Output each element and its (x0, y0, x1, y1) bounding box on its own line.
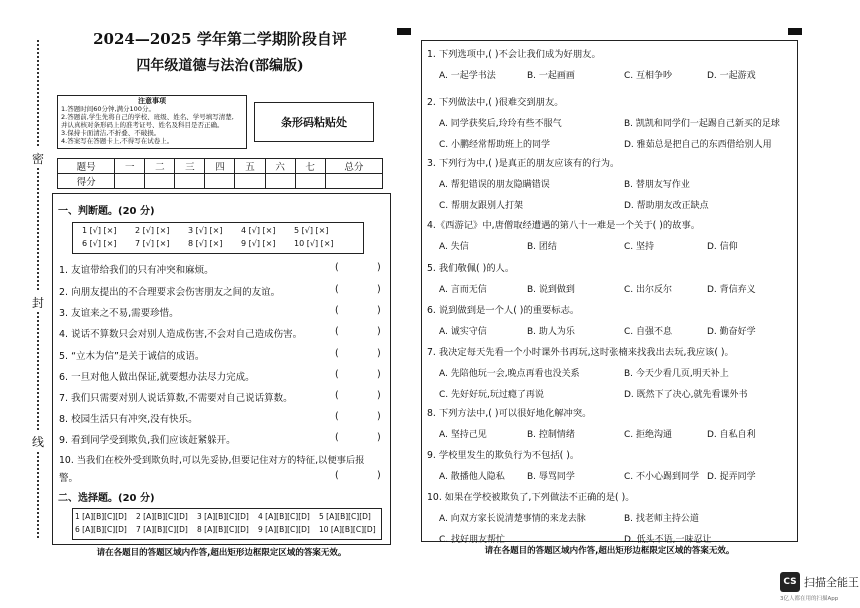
judge-item-10: 10. 当我们在校外受到欺负时,可以先妥协,但要记住对方的特征,以便事后报 (59, 455, 365, 466)
paren-close: ) (377, 326, 381, 337)
binding-dot (37, 88, 39, 90)
notice-line: 2.答题前,学生先将自己的学校、班级、姓名、学号填写清楚, (61, 113, 234, 121)
question-stem: 8. 下列方法中,( )可以很好地化解冲突。 (427, 408, 592, 419)
judge-item (59, 411, 389, 425)
question-option[interactable]: A. 言而无信 (439, 285, 487, 295)
judge-item (59, 348, 389, 362)
binding-dot (37, 424, 39, 426)
binding-dot (37, 48, 39, 50)
score-header: 六 (265, 159, 295, 174)
score-header: 一 (115, 159, 145, 174)
binding-dot (37, 104, 39, 106)
judge-item-text: 9. 看到同学受到欺负,我们应该赶紧躲开。 (59, 435, 236, 446)
score-cell[interactable] (265, 174, 295, 189)
scanner-logo-icon: CS (780, 572, 800, 592)
binding-dot (37, 416, 39, 418)
choice-option[interactable]: 1 [A][B][C][D] (75, 512, 127, 521)
choice-option[interactable]: 6 [A][B][C][D] (75, 525, 127, 534)
binding-dot (37, 180, 39, 182)
binding-dot (37, 108, 39, 110)
judge-item (59, 390, 389, 404)
paren-close: ) (377, 390, 381, 401)
binding-dot (37, 512, 39, 514)
question-option[interactable]: D. 自私自利 (707, 430, 756, 440)
binding-dot (37, 492, 39, 494)
binding-dot (37, 340, 39, 342)
binding-dot (37, 140, 39, 142)
binding-dot (37, 84, 39, 86)
binding-dot (37, 144, 39, 146)
judge-item (59, 262, 389, 276)
paren-open: ( (335, 262, 339, 273)
score-cell[interactable] (235, 174, 265, 189)
paren-open: ( (335, 411, 339, 422)
binding-dot (37, 420, 39, 422)
binding-dot (37, 404, 39, 406)
binding-dot (37, 216, 39, 218)
question-option[interactable]: C. 拒绝沟通 (624, 430, 673, 440)
question-stem: 7. 我决定每天先看一个小时课外书再玩,这时张楠来找我出去玩,我应该( )。 (427, 347, 734, 358)
question-option[interactable]: D. 一起游戏 (707, 71, 756, 81)
binding-dot (37, 244, 39, 246)
binding-dot (37, 476, 39, 478)
binding-dot (37, 184, 39, 186)
binding-dot (37, 112, 39, 114)
score-cell[interactable] (325, 174, 382, 189)
choice-option[interactable]: 10 [A][B][C][D] (319, 525, 376, 534)
question-option[interactable]: B. 今天少看几页,明天补上 (624, 369, 729, 379)
paren-open: ( (335, 390, 339, 401)
binding-dot (37, 480, 39, 482)
binding-dot (37, 360, 39, 362)
paren-close: ) (377, 284, 381, 295)
judge-option[interactable]: 4 [√] [×] (241, 226, 276, 235)
binding-dot (37, 136, 39, 138)
question-option[interactable]: C. 坚持 (624, 242, 655, 252)
scanner-watermark (780, 572, 859, 602)
binding-dot (37, 64, 39, 66)
paren-close: ) (377, 305, 381, 316)
binding-dot (37, 176, 39, 178)
judge-item-text: 1. 友谊带给我们的只有冲突和麻烦。 (59, 265, 214, 276)
choice-option[interactable]: 2 [A][B][C][D] (136, 512, 188, 521)
binding-dot (37, 320, 39, 322)
judge-answer-row-1 (82, 226, 347, 235)
binding-dotted-line (34, 40, 44, 540)
question-option[interactable]: B. 说到做到 (527, 285, 575, 295)
question-stem: 6. 说到做到是一个人( )的重要标志。 (427, 305, 580, 316)
choice-option[interactable]: 5 [A][B][C][D] (319, 512, 371, 521)
question-option[interactable]: B. 找老师主持公道 (624, 514, 699, 524)
score-row-label: 得分 (58, 174, 115, 189)
binding-dot (37, 488, 39, 490)
judge-item (59, 369, 389, 383)
binding-dot (37, 496, 39, 498)
binding-dot (37, 200, 39, 202)
binding-dot (37, 508, 39, 510)
exam-subtitle: 四年级道德与法治(部编版) (136, 58, 304, 74)
binding-dot (37, 516, 39, 518)
binding-dot (37, 252, 39, 254)
score-header: 七 (295, 159, 325, 174)
binding-dot (37, 484, 39, 486)
paren-close: ) (377, 470, 381, 481)
binding-dot (37, 368, 39, 370)
binding-dot (37, 124, 39, 126)
exam-title: 2024—2025 学年第二学期阶段自评 (93, 30, 347, 48)
binding-dot (37, 396, 39, 398)
question-stem: 1. 下列选项中,( )不会让我们成为好朋友。 (427, 49, 601, 60)
binding-dot (37, 196, 39, 198)
binding-dot (37, 468, 39, 470)
judge-item (59, 326, 389, 340)
binding-dot (37, 256, 39, 258)
judge-item-text: 2. 向朋友提出的不合理要求会伤害朋友之间的友谊。 (59, 287, 281, 298)
binding-dot (37, 352, 39, 354)
binding-dot (37, 68, 39, 70)
binding-dot (37, 528, 39, 530)
question-option[interactable]: B. 助人为乐 (527, 327, 575, 337)
binding-dot (37, 452, 39, 454)
question-option[interactable]: D. 低头不语,一味忍让 (624, 535, 712, 545)
judge-option[interactable]: 6 [√] [×] (82, 239, 117, 248)
binding-dot (37, 456, 39, 458)
binding-dot (37, 372, 39, 374)
scanner-slogan: 3亿人都在用的扫描App (780, 596, 839, 602)
judge-item-text: 3. 友谊来之不易,需要珍惜。 (59, 308, 179, 319)
binding-dot (37, 460, 39, 462)
question-option[interactable]: A. 向双方家长说清楚事情的来龙去脉 (439, 514, 586, 524)
binding-dot (37, 100, 39, 102)
binding-dot (37, 96, 39, 98)
binding-dot (37, 408, 39, 410)
question-option[interactable]: C. 不小心踢到同学 (624, 472, 700, 482)
notice-line: 3.保持卡面清洁,不折叠、不破损。 (61, 129, 161, 137)
scanner-app-name: 扫描全能王 (804, 576, 859, 589)
choice-option[interactable]: 4 [A][B][C][D] (258, 512, 310, 521)
question-option[interactable]: A. 同学获奖后,玲玲有些不服气 (439, 119, 562, 129)
question-option[interactable]: D. 背信弃义 (707, 285, 756, 295)
score-header: 总分 (325, 159, 382, 174)
question-stem: 9. 学校里发生的欺负行为不包括( )。 (427, 450, 580, 461)
question-option[interactable]: C. 先好好玩,玩过瘾了再说 (439, 390, 544, 400)
binding-dot (37, 520, 39, 522)
paren-open: ( (335, 369, 339, 380)
score-header: 五 (235, 159, 265, 174)
binding-dot (37, 116, 39, 118)
binding-dot (37, 40, 39, 42)
question-stem: 5. 我们敬佩( )的人。 (427, 263, 515, 274)
question-option[interactable]: D. 既然下了决心,就先看课外书 (624, 390, 748, 400)
binding-dot (37, 208, 39, 210)
paren-close: ) (377, 411, 381, 422)
question-option[interactable]: B. 辱骂同学 (527, 472, 575, 482)
score-cell[interactable] (175, 174, 205, 189)
right-footer-note: 请在各题目的答题区域内作答,超出矩形边框限定区域的答案无效。 (484, 546, 735, 556)
choice-option[interactable]: 9 [A][B][C][D] (258, 525, 310, 534)
binding-dot (37, 312, 39, 314)
question-option[interactable]: B. 控制情绪 (527, 430, 575, 440)
paren-close: ) (377, 432, 381, 443)
question-option[interactable]: A. 诚实守信 (439, 327, 487, 337)
judge-item-text: 警。 (59, 473, 79, 484)
binding-dot (37, 332, 39, 334)
score-header: 四 (205, 159, 235, 174)
binding-dot (37, 428, 39, 430)
binding-dot (37, 392, 39, 394)
binding-dot (37, 364, 39, 366)
paren-close: ) (377, 369, 381, 380)
score-header: 二 (145, 159, 175, 174)
binding-dot (37, 376, 39, 378)
question-option[interactable]: A. 失信 (439, 242, 469, 252)
judge-item (59, 305, 389, 319)
question-option[interactable]: B. 凯凯和同学们一起踢自己新买的足球 (624, 119, 780, 129)
notice-line: 并认真核对条形码上的准考证号、姓名及科目是否正确。 (61, 121, 224, 129)
binding-dot (37, 412, 39, 414)
binding-dot (37, 240, 39, 242)
score-cell[interactable] (145, 174, 175, 189)
question-option[interactable]: C. 出尔反尔 (624, 285, 673, 295)
binding-dot (37, 44, 39, 46)
binding-dot (37, 536, 39, 538)
binding-dot (37, 316, 39, 318)
binding-dot (37, 288, 39, 290)
paren-open: ( (335, 326, 339, 337)
paren-close: ) (377, 348, 381, 359)
judge-option[interactable]: 8 [√] [×] (188, 239, 223, 248)
choice-option[interactable]: 7 [A][B][C][D] (136, 525, 188, 534)
binding-dot (37, 192, 39, 194)
binding-dot (37, 72, 39, 74)
question-option[interactable]: A. 散播他人隐私 (439, 472, 505, 482)
judge-item-text: 4. 说话不算数只会对别人造成伤害,不会对自己造成伤害。 (59, 329, 303, 340)
notice-line: 1.答题时间60分钟,满分100分。 (61, 105, 155, 113)
binding-dot (37, 188, 39, 190)
question-stem: 10. 如果在学校被欺负了,下列做法不正确的是( )。 (427, 492, 635, 503)
question-stem: 2. 下列做法中,( )很难交到朋友。 (427, 97, 564, 108)
score-cell[interactable] (205, 174, 235, 189)
judge-option[interactable]: 10 [√] [×] (294, 239, 334, 248)
question-option[interactable]: C. 帮朋友跟别人打架 (439, 201, 524, 211)
paren-open: ( (335, 348, 339, 359)
score-header: 题号 (58, 159, 115, 174)
question-option[interactable]: C. 小鹏经常帮助班上的同学 (439, 140, 551, 150)
notice-box (57, 95, 247, 149)
question-option[interactable]: C. 自强不息 (624, 327, 673, 337)
score-table (57, 158, 383, 189)
binding-dot (37, 532, 39, 534)
binding-dot (37, 56, 39, 58)
binding-dot (37, 356, 39, 358)
question-stem: 4.《西游记》中,唐僧取经遭遇的第八十一难是一个关于( )的故事。 (427, 220, 701, 231)
paren-open: ( (335, 305, 339, 316)
choice-option[interactable]: 3 [A][B][C][D] (197, 512, 249, 521)
score-cell[interactable] (295, 174, 325, 189)
binding-dot (37, 328, 39, 330)
binding-dot (37, 80, 39, 82)
question-option[interactable]: A. 坚持己见 (439, 430, 487, 440)
binding-dot (37, 384, 39, 386)
paren-close: ) (377, 262, 381, 273)
judge-answer-row-2 (82, 239, 347, 248)
binding-dot (37, 92, 39, 94)
judge-item-text: 8. 校园生活只有冲突,没有快乐。 (59, 414, 198, 425)
binding-dot (37, 260, 39, 262)
registration-mark (788, 28, 802, 35)
binding-dot (37, 504, 39, 506)
binding-dot (37, 336, 39, 338)
binding-dot (37, 232, 39, 234)
question-option[interactable]: D. 勤奋好学 (707, 327, 756, 337)
question-option[interactable]: D. 雅茹总是把自己的东西借给别人用 (624, 140, 772, 150)
binding-dot (37, 524, 39, 526)
judge-item-10-cont (59, 470, 389, 484)
choice-answer-row-2 (75, 525, 380, 534)
binding-char-mi: 密 (32, 152, 45, 166)
binding-dot (37, 128, 39, 130)
paren-open: ( (335, 470, 339, 481)
binding-dot (37, 344, 39, 346)
choice-option[interactable]: 8 [A][B][C][D] (197, 525, 249, 534)
binding-dot (37, 280, 39, 282)
binding-dot (37, 120, 39, 122)
binding-dot (37, 268, 39, 270)
score-cell[interactable] (115, 174, 145, 189)
judge-item (59, 284, 389, 298)
binding-dot (37, 400, 39, 402)
binding-char-xian: 线 (32, 435, 45, 449)
section1-heading: 一、判断题。(20 分) (58, 206, 155, 217)
binding-dot (37, 284, 39, 286)
judge-option[interactable]: 9 [√] [×] (241, 239, 276, 248)
question-option[interactable]: A. 先陪他玩一会,晚点再看也没关系 (439, 369, 580, 379)
choice-answer-row-1 (75, 512, 380, 521)
question-option[interactable]: C. 互相争吵 (624, 71, 673, 81)
binding-dot (37, 264, 39, 266)
question-option[interactable]: A. 帮犯错误的朋友隐瞒错误 (439, 180, 550, 190)
judge-option[interactable]: 7 [√] [×] (135, 239, 170, 248)
binding-dot (37, 52, 39, 54)
binding-dot (37, 248, 39, 250)
binding-dot (37, 168, 39, 170)
paren-open: ( (335, 284, 339, 295)
section2-heading: 二、选择题。(20 分) (58, 493, 155, 504)
binding-dot (37, 228, 39, 230)
binding-dot (37, 380, 39, 382)
judge-item-text: 7. 我们只需要对别人说话算数,不需要对自己说话算数。 (59, 393, 293, 404)
question-option[interactable]: B. 一起画画 (527, 71, 575, 81)
judge-option[interactable]: 2 [√] [×] (135, 226, 170, 235)
question-option[interactable]: B. 替朋友写作业 (624, 180, 690, 190)
question-option[interactable]: A. 一起学书法 (439, 71, 496, 81)
question-stem: 3. 下列行为中,( )是真正的朋友应该有的行为。 (427, 158, 620, 169)
binding-char-feng: 封 (32, 296, 45, 310)
notice-heading: 注意事项 (138, 97, 166, 105)
score-header: 三 (175, 159, 205, 174)
question-option[interactable]: D. 帮助朋友改正缺点 (624, 201, 709, 211)
left-footer-note: 请在各题目的答题区域内作答,超出矩形边框限定区域的答案无效。 (96, 548, 347, 558)
binding-dot (37, 132, 39, 134)
binding-dot (37, 220, 39, 222)
binding-dot (37, 172, 39, 174)
binding-dot (37, 224, 39, 226)
barcode-sticker-area: 条形码粘贴处 (254, 102, 374, 142)
judge-option[interactable]: 5 [√] [×] (294, 226, 329, 235)
question-option[interactable]: D. 信仰 (707, 242, 738, 252)
registration-mark (397, 28, 411, 35)
notice-line: 4.答案写在答题卡上,不得写在试卷上。 (61, 137, 174, 145)
binding-dot (37, 324, 39, 326)
binding-dot (37, 348, 39, 350)
binding-dot (37, 236, 39, 238)
binding-dot (37, 204, 39, 206)
binding-dot (37, 272, 39, 274)
binding-dot (37, 472, 39, 474)
binding-dot (37, 60, 39, 62)
judge-item-text: 6. 一旦对他人做出保证,就要想办法尽力完成。 (59, 372, 255, 383)
question-option[interactable]: D. 捉弄同学 (707, 472, 756, 482)
question-option[interactable]: C. 找好朋友帮忙 (439, 535, 506, 545)
binding-dot (37, 76, 39, 78)
judge-item-text: 5. “立木为信”是关于诚信的成语。 (59, 351, 205, 362)
judge-item (59, 432, 389, 446)
binding-dot (37, 276, 39, 278)
judge-option[interactable]: 3 [√] [×] (188, 226, 223, 235)
binding-dot (37, 388, 39, 390)
binding-dot (37, 212, 39, 214)
binding-dot (37, 464, 39, 466)
judge-option[interactable]: 1 [√] [×] (82, 226, 117, 235)
question-option[interactable]: B. 团结 (527, 242, 557, 252)
paren-open: ( (335, 432, 339, 443)
binding-dot (37, 500, 39, 502)
